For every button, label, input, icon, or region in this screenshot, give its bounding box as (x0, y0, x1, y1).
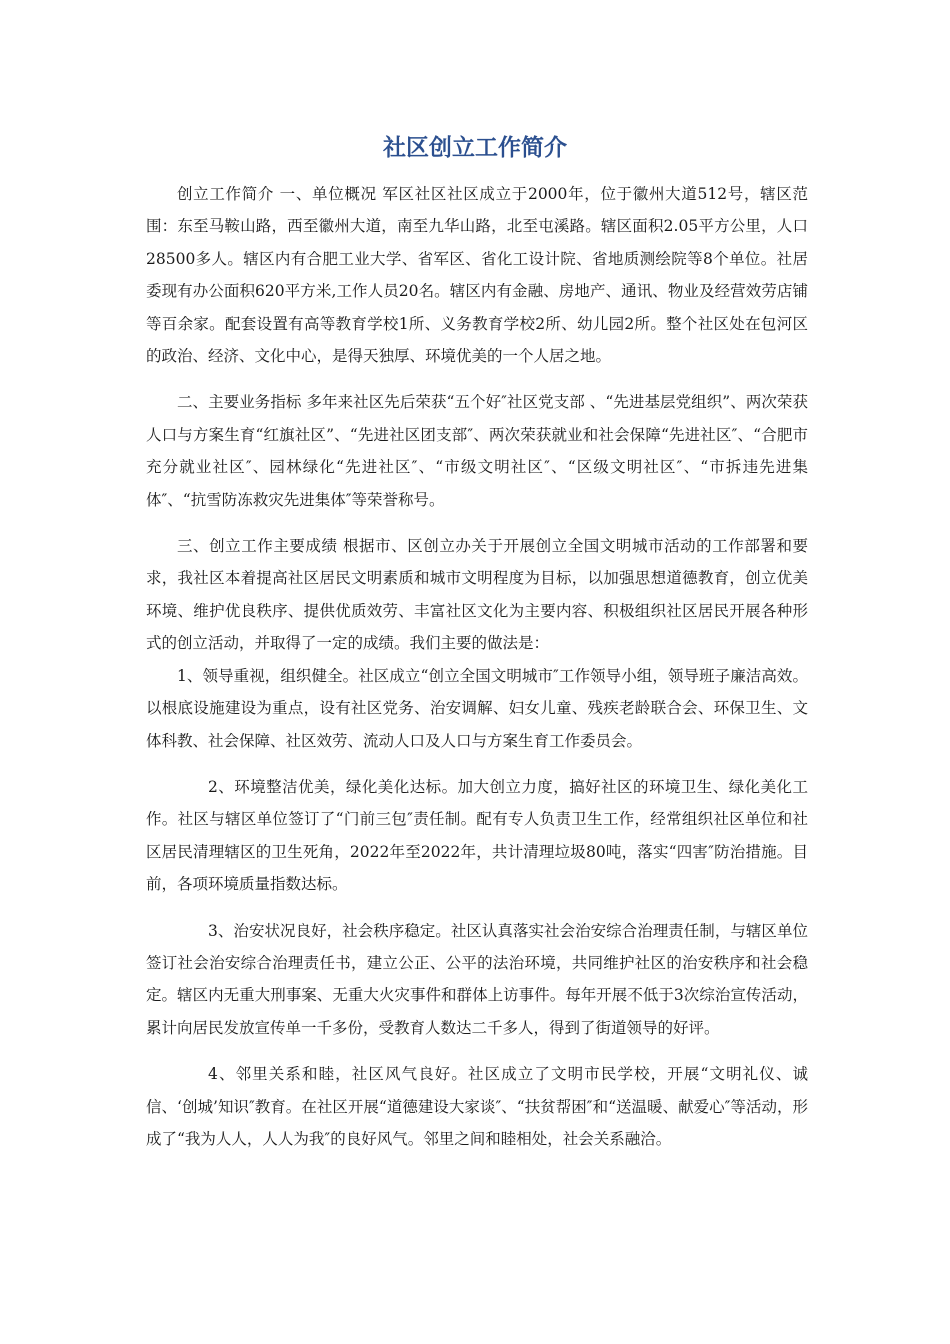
document-body (146, 178, 808, 1155)
paragraph-security: 3、治安状况良好，社会秩序稳定。社区认真落实社会治安综合治理责任制，与辖区单位签订社会治安综合治理责任书，建立公正、公平的法治环境，共同维护社区的治安秩序和社会稳定。辖区内无重大刑事案、无重大火灾事件和群体上访事件。每年开展不低于3次综治宣传活动，累计向居民发放宣传单一千多份，受教育人数达二千多人，得到了街道领导的好评。 (146, 921, 808, 1037)
paragraph-neighborhood: 4、邻里关系和睦，社区风气良好。社区成立了文明市民学校，开展“文明礼仪、诚信、‘创城’知识″教育。在社区开展“道德建设大家谈″、“扶贫帮困″和“送温暖、献爱心″等活动，形成了“我为人人，人人为我″的良好风气。邻里之间和睦相处，社会关系融洽。 (146, 1065, 808, 1148)
paragraph-leadership: 1、领导重视，组织健全。社区成立“创立全国文明城市″工作领导小组，领导班子廉洁高效。以根底设施建设为重点，设有社区党务、治安调解、妇女儿童、残疾老龄联合会、环保卫生、文体科教、社会保障、社区效劳、流动人口及人口与方案生育工作委员会。 (146, 666, 808, 750)
paragraph-honors: 二、主要业务指标 多年来社区先后荣获“五个好″社区党支部 、“先进基层党组织”、两次荣获人口与方案生育“红旗社区”、“先进社区团支部″、两次荣获就业和社会保障“先进社区″、“合肥市充分就业社区″、园林绿化“先进社区″、“市级文明社区″、“区级文明社区″、“市拆违先进集体″、“抗雪防冻救灾先进集体″等荣誉称号。 (146, 393, 808, 509)
paragraph-achievements: 三、创立工作主要成绩 根据市、区创立办关于开展创立全国文明城市活动的工作部署和要求，我社区本着提高社区居民文明素质和城市文明程度为目标，以加强思想道德教育，创立优美环境、维护优良秩序、提供优质效劳、丰富社区文化为主要内容、积极组织社区居民开展各种形式的创立活动，并取得了一定的成绩。我们主要的做法是： (146, 537, 808, 653)
document-title: 社区创立工作简介 (383, 135, 567, 161)
paragraph-overview: 创立工作简介 一、单位概况 军区社区社区成立于2000年，位于徽州大道512号，辖区范围：东至马鞍山路，西至徽州大道，南至九华山路，北至屯溪路。辖区面积2.05平方公里，人口28500多人。辖区内有合肥工业大学、省军区、省化工设计院、省地质测绘院等8个单位。社居委现有办公面积620平方米,工作人员20名。辖区内有金融、房地产、通讯、物业及经营效劳店铺等百余家。配套设置有高等教育学校1所、义务教育学校2所、幼儿园2所。整个社区处在包河区的政治、经济、文化中心，是得天独厚、环境优美的一个人居之地。 (146, 185, 808, 366)
paragraph-environment: 2、环境整洁优美，绿化美化达标。加大创立力度，搞好社区的环境卫生、绿化美化工作。社区与辖区单位签订了“门前三包″责任制。配有专人负责卫生工作，经常组织社区单位和社区居民清理辖区的卫生死角，2022年至2022年，共计清理垃圾80吨，落实“四害″防治措施。目前，各项环境质量指数达标。 (146, 777, 808, 894)
